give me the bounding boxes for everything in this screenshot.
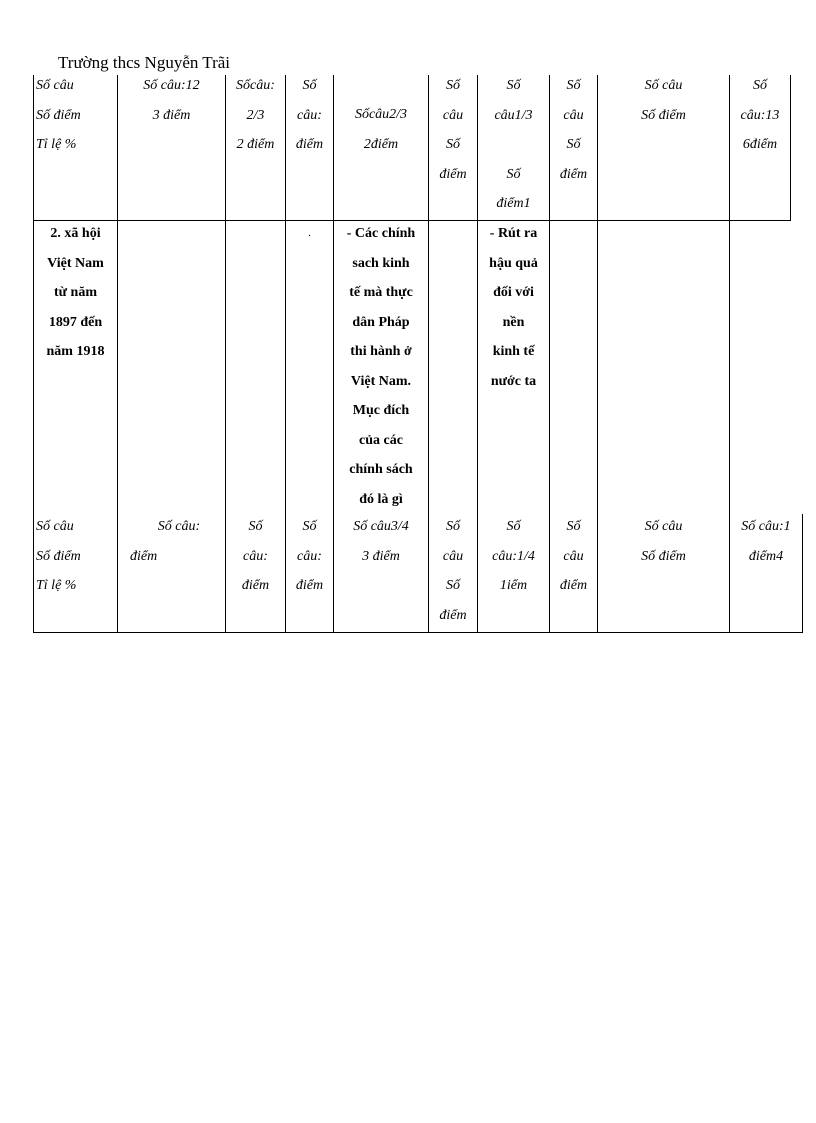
- row3-col8-cell: Số câu điểm: [559, 519, 588, 593]
- table-border: [802, 514, 803, 633]
- knowledge-question-cell: - Các chính sach kinh tế mà thực dân Pháp thi hành ở Việt Nam. Mục đích của các chính sách đó là gì: [346, 226, 416, 507]
- school-name: Trường thcs Nguyễn Trãi: [58, 53, 231, 72]
- row3-col10-cell: Số câu:1 điểm4: [741, 519, 791, 564]
- row1-col7-cell: Số câu1/3 Số điểm1: [494, 78, 533, 211]
- row3-col3-cell: Số câu: điểm: [241, 519, 270, 593]
- row1-col3-cell: Sốcâu: 2/3 2 điểm: [236, 78, 275, 152]
- row3-col4-cell: Số câu: điểm: [295, 519, 324, 593]
- topic-cell: 2. xã hội Việt Nam từ năm 1897 đến năm 1918: [46, 226, 105, 359]
- row1-col6-cell: Số câu Số điểm: [439, 78, 467, 182]
- row1-col8-cell: Số câu Số điểm: [559, 78, 588, 182]
- row1-label-cell: Số câu Số điểm Tỉ lệ %: [36, 78, 81, 152]
- application-question-cell: - Rút ra hậu quả đối với nền kinh tế nước ta: [489, 226, 538, 389]
- row1-col2-cell: Số câu:12 3 điểm: [143, 78, 200, 123]
- row3-col2-cell: Số câu: điểm: [130, 519, 201, 564]
- row1-col4-cell: Số câu: điểm: [295, 78, 324, 152]
- row2-col4-dot: .: [308, 228, 311, 239]
- row3-label-cell: Số câu Số điểm Tỉ lệ %: [36, 519, 81, 593]
- row3-col6-cell: Số câu Số điểm: [439, 519, 467, 623]
- row3-col9-cell: Số câu Số điểm: [641, 519, 686, 564]
- row3-col7-cell: Số câu:1/4 1iểm: [492, 519, 535, 593]
- table-border: [790, 75, 791, 221]
- row1-col10-cell: Số câu:13 6điểm: [740, 78, 780, 152]
- row1-col9-cell: Số câu Số điểm: [641, 78, 686, 123]
- row3-col5-cell: Số câu3/4 3 điểm: [353, 519, 409, 564]
- row1-col5-cell: Sốcâu2/3 2điểm: [354, 107, 408, 152]
- table-border: [33, 632, 803, 633]
